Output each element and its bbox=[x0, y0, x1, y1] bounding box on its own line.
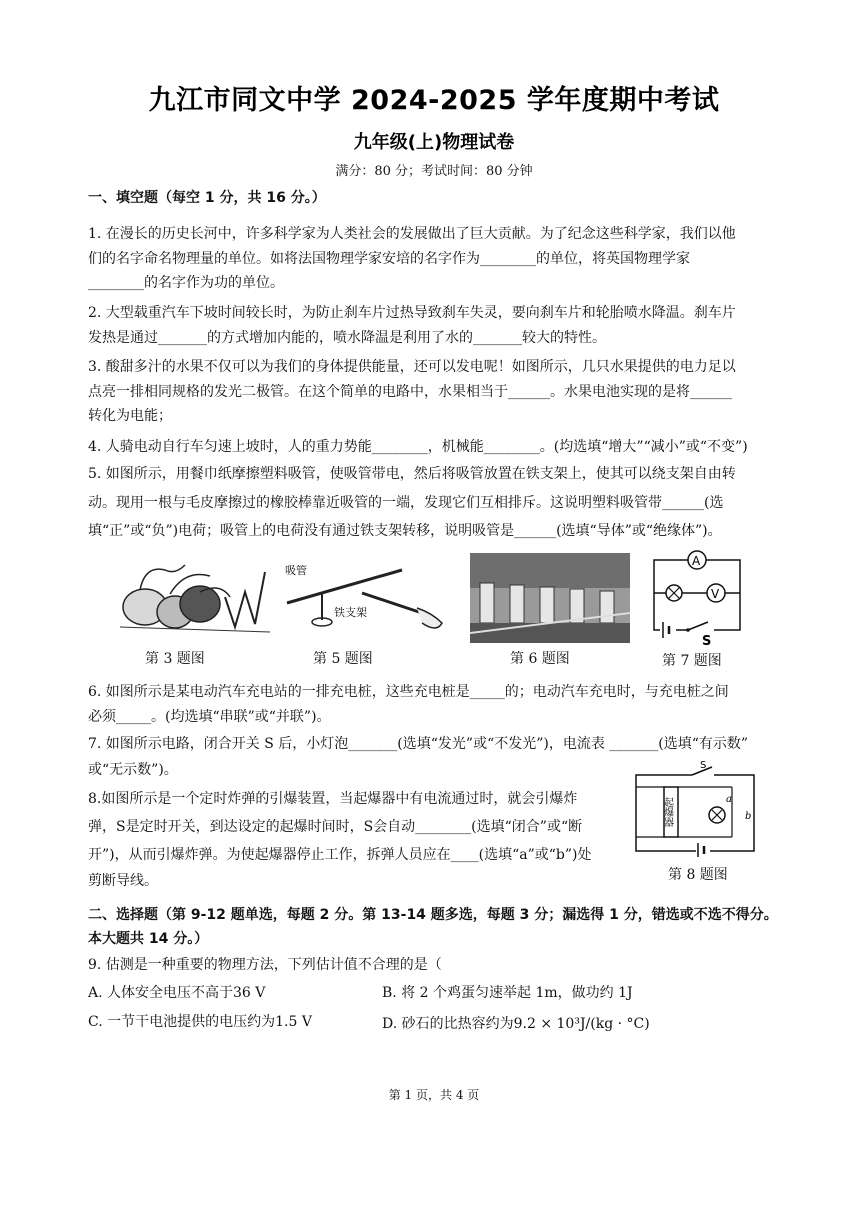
q3-line2: 点亮一排相同规格的发光二极管。在这个简单的电路中，水果相当于______。水果电池实现的是将______ bbox=[88, 384, 732, 400]
q7-line2: 或“无示数”)。 bbox=[88, 762, 178, 778]
q9-option-d: D. 砂石的比热容约为9.2 × 10³J/(kg · °C) bbox=[382, 1016, 650, 1032]
fig8-b-label: b bbox=[745, 811, 752, 822]
section2-heading-line2: 本大题共 14 分。） bbox=[88, 931, 209, 947]
q3-line1: 3. 酸甜多汁的水果不仅可以为我们的身体提供能量，还可以发电呢！如图所示，几只水果提供的电力足以 bbox=[88, 359, 736, 375]
q7-line1: 7. 如图所示电路，闭合开关 S 后，小灯泡_______(选填“发光”或“不发光”)，电流表 _______(选填“有示数” bbox=[88, 736, 749, 752]
exam-title: 九江市同文中学 2024-2025 学年度期中考试 bbox=[148, 85, 720, 116]
fig8-a-label: a bbox=[726, 794, 732, 805]
q9-option-b: B. 将 2 个鸡蛋匀速举起 1m，做功约 1J bbox=[382, 985, 633, 1001]
fig7-switch-label: S bbox=[702, 634, 712, 648]
fig5-stand-label: 铁支架 bbox=[334, 606, 367, 619]
exam-subtitle: 九年级(上)物理试卷 bbox=[353, 132, 515, 153]
section1-heading: 一、填空题（每空 1 分，共 16 分。） bbox=[88, 190, 326, 206]
q5-line1: 5. 如图所示，用餐巾纸摩擦塑料吸管，使吸管带电，然后将吸管放置在铁支架上，使其可以绕支架自由转 bbox=[88, 466, 736, 482]
q4-line: 4. 人骑电动自行车匀速上坡时，人的重力势能________，机械能________。(均选填“增大”“减小”或“不变”) bbox=[88, 439, 748, 455]
q3-line3: 转化为电能； bbox=[88, 408, 172, 424]
q5-line2: 动。现用一根与毛皮摩擦过的橡胶棒靠近吸管的一端，发现它们互相排斥。这说明塑料吸管带______(选 bbox=[88, 495, 724, 511]
q5-line3: 填“正”或“负”)电荷；吸管上的电荷没有通过铁支架转移，说明吸管是______(选填“导体”或“绝缘体”)。 bbox=[88, 523, 722, 539]
fig7-ammeter-label: A bbox=[692, 554, 701, 568]
exam-info: 满分：80 分；考试时间：80 分钟 bbox=[335, 164, 533, 179]
fig3-caption: 第 3 题图 bbox=[145, 651, 205, 667]
q8-line1: 8.如图所示是一个定时炸弹的引爆装置，当起爆器中有电流通过时，就会引爆炸 bbox=[88, 791, 578, 807]
q1-line3: ________的名字作为功的单位。 bbox=[88, 275, 284, 291]
fig3-fruit-battery-image bbox=[100, 552, 275, 642]
q1-line1: 1. 在漫长的历史长河中，许多科学家为人类社会的发展做出了巨大贡献。为了纪念这些科学家，我们以他 bbox=[88, 226, 736, 242]
q8-line4: 剪断导线。 bbox=[88, 873, 158, 889]
q2-line1: 2. 大型载重汽车下坡时间较长时，为防止刹车片过热导致刹车失灵，要向刹车片和轮胎喷水降温。刹车片 bbox=[88, 305, 736, 321]
page-footer: 第 1 页，共 4 页 bbox=[388, 1088, 480, 1102]
q9-option-c: C. 一节干电池提供的电压约为1.5 V bbox=[88, 1014, 312, 1030]
q6-line2: 必须_____。(均选填“串联”或“并联”)。 bbox=[88, 709, 331, 725]
fig8-switch-label: S bbox=[700, 760, 707, 771]
q8-line2: 弹，S是定时开关，到达设定的起爆时间时，S会自动________(选填“闭合”或“断 bbox=[88, 819, 583, 835]
fig7-caption: 第 7 题图 bbox=[662, 653, 722, 669]
fig8-detonator-circuit bbox=[632, 757, 762, 859]
q9-stem: 9. 估测是一种重要的物理方法，下列估计值不合理的是（ bbox=[88, 957, 442, 973]
section2-heading-line1: 二、选择题（第 9-12 题单选，每题 2 分。第 13-14 题多选，每题 3 分；漏选得 1 分，错选或不选不得分。 bbox=[88, 907, 778, 923]
q2-line2: 发热是通过_______的方式增加内能的，喷水降温是利用了水的_______较大的特性。 bbox=[88, 330, 606, 346]
fig7-voltmeter-label: V bbox=[711, 587, 720, 601]
q1-line2: 们的名字命名物理量的单位。如将法国物理学家安培的名字作为________的单位，将英国物理学家 bbox=[88, 251, 690, 267]
fig5-straw-stand-image bbox=[282, 558, 450, 638]
fig6-charging-station-photo bbox=[470, 553, 630, 643]
q9-option-a: A. 人体安全电压不高于36 V bbox=[88, 985, 266, 1001]
fig7-circuit-diagram bbox=[648, 548, 748, 648]
fig5-caption: 第 5 题图 bbox=[313, 651, 373, 667]
q6-line1: 6. 如图所示是某电动汽车充电站的一排充电桩，这些充电桩是_____的；电动汽车充电时，与充电桩之间 bbox=[88, 684, 729, 700]
fig5-straw-label: 吸管 bbox=[285, 564, 307, 577]
fig8-caption: 第 8 题图 bbox=[668, 867, 728, 883]
fig8-detonator-label: 起爆器 bbox=[661, 797, 673, 827]
fig6-caption: 第 6 题图 bbox=[510, 651, 570, 667]
q8-line3: 开”)，从而引爆炸弹。为使起爆器停止工作，拆弹人员应在____(选填“a”或“b”)处 bbox=[88, 847, 592, 863]
